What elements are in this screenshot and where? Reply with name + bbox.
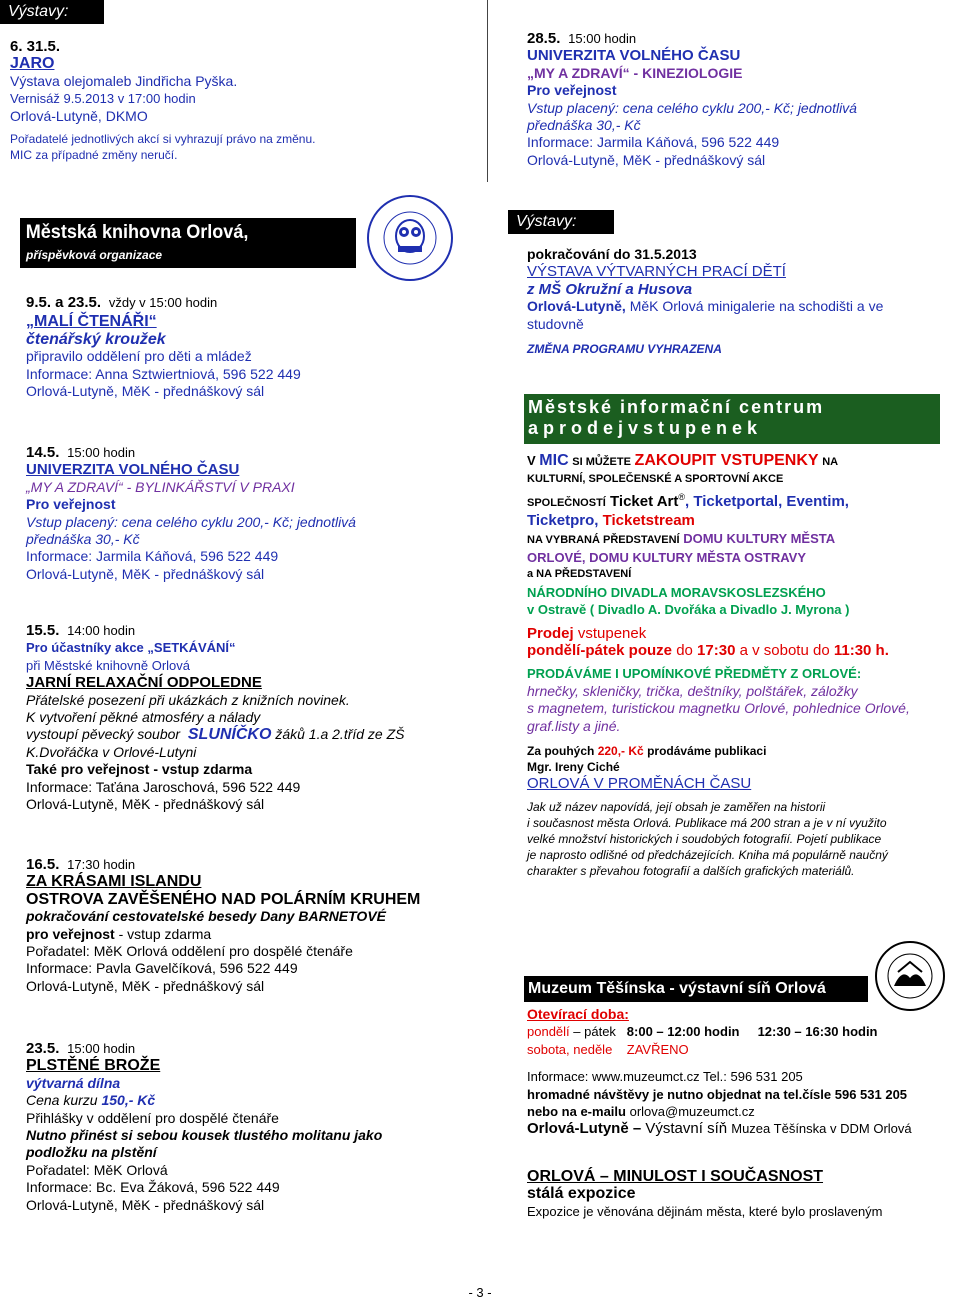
choir-name: SLUNÍČKO <box>187 726 272 744</box>
permanent-exhibit-label: stálá expozice <box>527 1185 636 1203</box>
right-exhibit-block <box>527 246 947 357</box>
event-venue: Orlová-Lutyně, MěK - přednáškový sál <box>527 151 766 168</box>
weekdays-label-2: – pátek <box>573 1024 616 1040</box>
event-title: ZA KRÁSAMI ISLANDU <box>26 873 202 891</box>
mic-text: V <box>527 453 536 468</box>
event-info: Informace: Pavla Gavelčíková, 596 522 449 <box>26 960 298 977</box>
event-subtitle: výtvarná dílna <box>26 1074 121 1091</box>
exhibit-duration: pokračování do 31.5.2013 <box>527 246 697 262</box>
mic-note: MIC za případné změny neručí. <box>10 148 178 163</box>
event-host: při Městské knihovně Orlová <box>26 657 191 673</box>
publication-desc-5: charakter s převahou fotografií a dalších grafických materiálů. <box>527 863 855 878</box>
event-title: „MY A ZDRAVÍ“ - KINEZIOLOGIE <box>527 64 743 81</box>
owl-logo-icon <box>365 192 455 284</box>
event-info: Informace: Anna Sztwiertniová, 596 522 449 <box>26 365 301 382</box>
exhibit-subtitle: z MŠ Okružní a Husova <box>527 280 693 298</box>
event-time: 15:00 hodin <box>67 445 136 460</box>
publication-price: 220,- Kč <box>597 744 644 759</box>
nd-msk: NÁRODNÍHO DIVADLA MORAVSKOSLEZSKÉHO <box>527 584 826 600</box>
mic-venues-label: NA VYBRANÁ PŘEDSTAVENÍ <box>527 533 680 546</box>
mic-abbr: MIC <box>539 452 569 469</box>
group-visits-2: nebo na e-mailu <box>527 1104 626 1120</box>
organizer-note: Pořadatelé jednotlivých akcí si vyhrazují právo na změnu. <box>10 132 316 147</box>
event-info: Informace: Bc. Eva Žáková, 596 522 449 <box>26 1179 280 1196</box>
exhibit-venue-2: studovně <box>527 315 584 332</box>
event-organizer: Pořadatel: MěK Orlová oddělení pro dospělé čtenáře <box>26 943 353 960</box>
event-audience: Pro veřejnost <box>527 82 617 99</box>
museum-logo-icon <box>872 938 948 1014</box>
exhibit-title: VÝSTAVA VÝTVARNÝCH PRACÍ DĚTÍ <box>527 263 786 281</box>
dk-orlova-ostrava: ORLOVÉ, DOMU KULTURY MĚSTA OSTRAVY <box>527 550 807 566</box>
event-desc-3: vystoupí pěvecký soubor <box>26 726 181 743</box>
event-28-5 <box>527 30 947 169</box>
exhibition-vernissage: Vernisáž 9.5.2013 v 17:00 hodin <box>10 91 196 107</box>
event-price-label: Cena kurzu <box>26 1092 98 1109</box>
event-price-2: přednáška 30,- Kč <box>527 117 641 134</box>
event-audience: Pro účastníky akce „SETKÁVÁNÍ“ <box>26 640 236 656</box>
event-audience: Pro veřejnost <box>26 496 116 513</box>
event-venue: Orlová-Lutyně, MěK - přednáškový sál <box>26 977 265 994</box>
mic-title: Městské informační centrum <box>528 397 825 417</box>
hours-weekdays: pondělí-pátek pouze <box>527 642 673 660</box>
publication-title: ORLOVÁ V PROMĚNÁCH ČASU <box>527 775 752 793</box>
museum-venue: Výstavní síň <box>645 1120 728 1138</box>
event-desc-4: žáků 1.a 2.tříd ze ZŠ <box>275 726 405 743</box>
column-divider <box>487 0 488 182</box>
library-banner <box>20 218 356 268</box>
event-series: UNIVERZITA VOLNÉHO ČASU <box>527 47 741 65</box>
hours-morning: 8:00 – 12:00 hodin <box>626 1024 740 1040</box>
event-title: „MALÍ ČTENÁŘI“ <box>26 313 157 331</box>
event-price: Vstup placený: cena celého cyklu 200,- Kč; jednotlivá <box>527 99 857 116</box>
nd-msk-venues: v Ostravě ( Divadlo A. Dvořáka a Divadlo J. Myrona ) <box>527 602 850 618</box>
event-desc-5: K.Dvořáčka v Orlové-Lutyni <box>26 743 197 760</box>
event-venue: Orlová-Lutyně, MěK - přednáškový sál <box>26 1196 265 1213</box>
event-date: 23.5. <box>26 1040 60 1057</box>
event-price-2: přednáška 30,- Kč <box>26 531 140 548</box>
event-desc-2: K vytvoření pěkné atmosféry a nálady <box>26 709 261 726</box>
exhibitions-block <box>10 38 480 163</box>
event-note: Nutno přinést si sebou kousek tlustého molitanu jako <box>26 1127 383 1144</box>
event-price: 150,- Kč <box>101 1092 156 1109</box>
event-organizer: Pořadatel: MěK Orlová <box>26 1161 168 1178</box>
dk-orlova: DOMU KULTURY MĚSTA <box>683 530 836 546</box>
mic-companies-label: SPOLEČNOSTÍ <box>527 496 606 509</box>
event-venue: Orlová-Lutyně, MěK - přednáškový sál <box>26 796 265 813</box>
ticketpro: Ticketpro, <box>527 512 599 530</box>
event-time: 14:00 hodin <box>67 623 136 638</box>
hours-afternoon: 12:30 – 16:30 hodin <box>757 1024 878 1040</box>
page-number: - 3 - <box>468 1285 492 1300</box>
event-price: Vstup placený: cena celého cyklu 200,- Kč; jednotlivá <box>26 513 356 530</box>
event-admission: - vstup zdarma <box>118 925 212 942</box>
museum-email[interactable]: orlova@muzeumct.cz <box>629 1104 755 1120</box>
mic-events: KULTURNÍ, SPOLEČENSKÉ A SPORTOVNÍ AKCE <box>527 473 784 486</box>
event-23-5 <box>26 1040 476 1214</box>
weekend-closed: ZAVŘENO <box>626 1041 689 1057</box>
museum-venue-2: Muzea Těšínska v DDM Orlová <box>731 1121 912 1137</box>
event-date: 28.5. <box>527 30 561 47</box>
exhibition-date: 6. 31.5. <box>10 38 61 55</box>
exhibit-venue: MěK Orlová minigalerie na schodišti a ve <box>629 298 884 315</box>
weekend-label: sobota, neděle <box>527 1041 613 1057</box>
event-signup: Přihlášky v oddělení pro dospělé čtenáře <box>26 1109 279 1126</box>
event-audience: pro veřejnost <box>26 925 115 942</box>
permanent-exhibit-desc: Expozice je věnována dějinám města, které bylo proslaveným <box>527 1203 883 1219</box>
library-logo <box>365 192 455 284</box>
event-info: Informace: Taťána Jaroschová, 596 522 449 <box>26 778 301 795</box>
exhibit-venue-town: Orlová-Lutyně, <box>527 298 626 315</box>
event-organizer: připravilo oddělení pro děti a mládež <box>26 348 252 365</box>
exhibitions-header: Výstavy: <box>0 0 104 24</box>
publication-offer: Za pouhých <box>527 744 595 759</box>
mic-subtitle: a p r o d e j v s t u p e n e k <box>528 418 758 438</box>
ticket-sale: Prodej <box>527 624 574 642</box>
event-15-5 <box>26 622 476 813</box>
event-title: „MY A ZDRAVÍ“ - BYLINKÁŘSTVÍ V PRAXI <box>26 478 295 495</box>
event-subtitle: čtenářský kroužek <box>26 330 166 348</box>
event-series: UNIVERZITA VOLNÉHO ČASU <box>26 461 240 479</box>
event-title-2: OSTROVA ZAVĚŠENÉHO NAD POLÁRNÍM KRUHEM <box>26 890 421 908</box>
museum-logo <box>872 938 948 1014</box>
event-16-5 <box>26 856 476 995</box>
event-admission: Také pro veřejnost - vstup zdarma <box>26 761 253 778</box>
museum-venue-town: Orlová-Lutyně – <box>527 1120 642 1138</box>
event-date: 14.5. <box>26 444 60 461</box>
registered-mark: ® <box>678 491 686 502</box>
event-9-5 <box>26 294 476 400</box>
event-subtitle: pokračování cestovatelské besedy Dany BARNETOVÉ <box>26 908 387 925</box>
event-time: 15:00 hodin <box>67 1041 136 1056</box>
mic-banner <box>524 394 940 444</box>
publication-author: Mgr. Ireny Ciché <box>527 760 620 775</box>
museum-logo-text <box>872 938 873 939</box>
event-date: 16.5. <box>26 856 60 873</box>
buy-tickets: ZAKOUPIT VSTUPENKY <box>634 452 819 469</box>
event-14-5 <box>26 444 476 583</box>
publication-desc-2: i současnost města Orlová. Publikace má 200 stran a je v ní využito <box>527 815 887 830</box>
ticket-vendors: , Ticketportal, Eventim, <box>685 492 849 510</box>
event-date: 15.5. <box>26 622 60 639</box>
exhibitions-header-right: Výstavy: <box>508 210 614 234</box>
hours-weekdays-time: 17:30 <box>697 642 736 660</box>
ticketstream: Ticketstream <box>602 512 695 530</box>
hours-saturday: a v sobotu <box>739 642 809 660</box>
event-time: vždy v 15:00 hodin <box>108 295 218 310</box>
hours-saturday-time: 11:30 h. <box>833 642 889 660</box>
mic-text-3: NA <box>822 456 839 468</box>
publication-desc: Jak už název napovídá, její obsah je zaměřen na historii <box>527 799 826 814</box>
event-info: Informace: Jarmila Káňová, 596 522 449 <box>527 134 780 151</box>
mic-block <box>527 452 947 879</box>
mic-text-2: SI MŮŽETE <box>572 456 631 468</box>
mic-and: a NA PŘEDSTAVENÍ <box>527 568 632 581</box>
event-date: 9.5. a 23.5. <box>26 294 102 311</box>
publication-desc-3: velké množství historických i soudobých fotografií. Pojetí publikace <box>527 831 882 846</box>
opening-hours-title: Otevírací doba: <box>527 1006 629 1022</box>
museum-info: Informace: www.muzeumct.cz Tel.: 596 531 205 <box>527 1069 803 1085</box>
ticket-art: Ticket Art <box>610 492 679 510</box>
ticket-sale-2: vstupenek <box>577 624 647 642</box>
weekdays-label: pondělí <box>527 1024 570 1040</box>
permanent-exhibit-title: ORLOVÁ – MINULOST I SOUČASNOST <box>527 1167 824 1185</box>
event-note-2: podložku na plstění <box>26 1144 157 1161</box>
program-change-note: ZMĚNA PROGRAMU VYHRAZENA <box>527 342 722 357</box>
library-subtitle: příspěvková organizace <box>26 248 163 262</box>
event-title: PLSTĚNÉ BROŽE <box>26 1057 161 1075</box>
museum-block <box>527 1006 947 1220</box>
museum-banner: Muzeum Těšínska - výstavní síň Orlová <box>524 976 868 1002</box>
event-venue: Orlová-Lutyně, MěK - přednáškový sál <box>26 383 265 400</box>
event-time: 17:30 hodin <box>67 857 136 872</box>
exhibition-venue: Orlová-Lutyně, DKMO <box>10 107 148 124</box>
library-logo-text <box>365 192 366 193</box>
event-info: Informace: Jarmila Káňová, 596 522 449 <box>26 548 279 565</box>
group-visits: hromadné návštěvy je nutno objednat na tel.čísle 596 531 205 <box>527 1086 908 1102</box>
exhibition-title: JARO <box>10 55 55 73</box>
souvenirs-title: PRODÁVÁME I UPOMÍNKOVÉ PŘEDMĚTY Z ORLOVÉ: <box>527 666 862 682</box>
hours-do-2: do <box>812 642 830 660</box>
souvenirs-list-2: s magnetem, turistickou magnetku Orlové, pohlednice Orlové, <box>527 700 910 717</box>
souvenirs-list: hrnečky, skleničky, trička, deštníky, polštářek, záložky <box>527 682 858 699</box>
exhibition-desc: Výstava olejomaleb Jindřicha Pyška. <box>10 72 238 89</box>
event-title: JARNÍ RELAXAČNÍ ODPOLEDNE <box>26 674 262 692</box>
library-title: Městská knihovna Orlová, <box>25 222 249 243</box>
souvenirs-list-3: graf.listy a jiné. <box>527 717 621 734</box>
event-desc: Přátelské posezení při ukázkách z knižních novinek. <box>26 691 350 708</box>
publication-offer-2: prodáváme publikaci <box>647 744 767 759</box>
publication-desc-4: je naprosto odlišné od předcházejících. Kniha má populárně naučný <box>527 847 888 862</box>
event-venue: Orlová-Lutyně, MěK - přednáškový sál <box>26 565 265 582</box>
hours-do: do <box>676 642 693 660</box>
event-time: 15:00 hodin <box>568 31 637 46</box>
